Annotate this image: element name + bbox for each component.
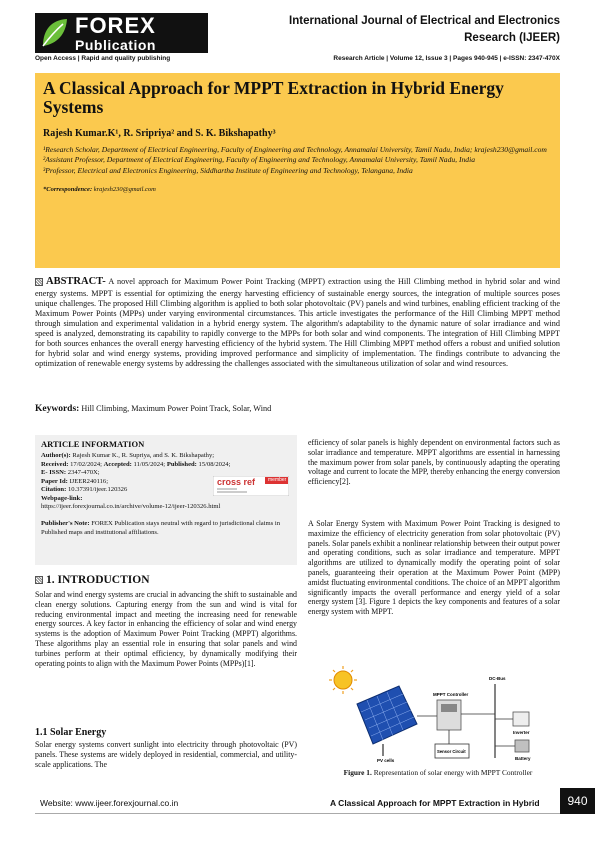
affiliations bbox=[43, 145, 552, 177]
right-paragraph-2: A Solar Energy System with Maximum Power Point Tracking is designed to maximize the efficiency of electricity generation from solar photovoltaic (PV) panels. Solar panels exhibit a nonlinear relationship between their output power and operating conditions, such as solar irradiance and temperature. MPPT algorithms are utilized to dynamically modify the operating point of solar panels, guaranteeing their operation at the Maximum Power Point (MPP) amidst fluctuating environmental conditions. The choice of an MPPT algorithm significantly impacts the overall performance and energy yield of a solar energy system [3]. Figure 1 depicts the key components and features of a solar energy system with MPPT. bbox=[308, 519, 560, 617]
leaf-icon bbox=[35, 13, 75, 53]
pubnote-label: Publisher's Note: bbox=[41, 519, 90, 527]
solar-energy-heading: 1.1 Solar Energy bbox=[35, 727, 107, 738]
received-value: 17/02/2024; bbox=[70, 460, 102, 468]
logo-line2: Publication bbox=[75, 36, 156, 53]
authors: Rajesh Kumar.K¹, R. Sripriya² and S. K. Bikshapathy³ bbox=[43, 127, 276, 139]
journal-name: International Journal of Electrical and Electronics Research (IJEER) bbox=[289, 15, 560, 44]
right-paragraph-1: efficiency of solar panels is highly dependent on environmental factors such as solar irradiance and temperature. MPPT algorithms are essential in harnessing the maximum power from solar panels, by continuously adapting the operating voltage and current to locate the MPP, thereby enhancing the energy conversion efficiency[2]. bbox=[308, 438, 560, 487]
crossref-badge[interactable] bbox=[213, 476, 289, 496]
publisher-logo bbox=[35, 13, 208, 53]
article-info-box bbox=[35, 435, 297, 565]
logo-line1: FOREX bbox=[75, 12, 156, 38]
correspondence bbox=[43, 186, 552, 193]
published-value: 15/08/2024; bbox=[198, 460, 231, 468]
figure-caption-text: Representation of solar energy with MPPT Controller bbox=[373, 768, 533, 777]
footer-website[interactable]: Website: www.ijeer.forexjournal.co.in bbox=[40, 798, 179, 808]
accepted-value: 11/05/2024; bbox=[133, 460, 166, 468]
author-value: Rajesh Kumar K., R. Supriya, and S. K. Bikshapathy; bbox=[72, 452, 215, 460]
crossref-text: cross ref bbox=[217, 477, 256, 487]
section-marker-icon bbox=[35, 576, 43, 584]
pv-panel-icon bbox=[357, 686, 417, 756]
figure-1 bbox=[325, 664, 547, 768]
sun-icon bbox=[329, 666, 357, 694]
sensor-label: Sensor Circuit bbox=[437, 749, 466, 754]
intro-paragraph-1: Solar and wind energy systems are crucial in advancing the shift to sustainable and clean energy solutions. Capturing energy from the sun and wind is vital for reducing environmental impact and meeting the increasing need for renewable energy sources. A key factor in enhancing the efficiency of solar and wind energy systems is the adoption of Maximum Power Point Tracking (MPPT) algorithms. These algorithms play an essential role in ensuring that solar panels and wind turbines perform at their optimal efficiency, by dynamically modifying their operating points to align with the Maximum Power Points (MPPs)[1]. bbox=[35, 590, 297, 668]
affiliation-1: ¹Research Scholar, Department of Electrical Engineering, Faculty of Engineering and Technology, Annamalai University, Tamil Nadu, India; krajesh230@gmail.com bbox=[43, 144, 547, 154]
page-footer bbox=[0, 788, 595, 818]
paperid-value: IJEER240116; bbox=[69, 477, 109, 485]
correspondence-email[interactable]: krajesh230@gmail.com bbox=[93, 186, 156, 194]
section-marker-icon bbox=[35, 278, 43, 286]
battery-label: Battery bbox=[515, 756, 531, 761]
pv-label: PV cells bbox=[377, 758, 395, 763]
title-block bbox=[35, 73, 560, 268]
keywords bbox=[35, 404, 271, 414]
footer-title: A Classical Approach for MPPT Extraction in Hybrid bbox=[330, 798, 540, 808]
journal-meta: Research Article | Volume 12, Issue 3 | Pages 940-945 | e-ISSN: 2347-470X bbox=[333, 55, 560, 62]
footer-divider bbox=[35, 813, 560, 814]
correspondence-label: *Correspondence: bbox=[43, 186, 93, 194]
abstract-heading: ABSTRACT- bbox=[46, 276, 106, 287]
keywords-text: Hill Climbing, Maximum Power Point Track, Solar, Wind bbox=[81, 404, 272, 413]
intro-heading bbox=[35, 574, 150, 586]
eissn-value: 2347-470X; bbox=[67, 469, 100, 477]
webpage-link[interactable]: https://ijeer.forexjournal.co.in/archive/volume-12/ijeer-120326.html bbox=[41, 503, 221, 511]
battery-icon bbox=[515, 740, 529, 752]
citation-value[interactable]: 10.37391/ijeer.120326 bbox=[67, 486, 128, 494]
publisher-note bbox=[41, 520, 291, 537]
abstract bbox=[35, 276, 560, 369]
mppt-controller-icon bbox=[437, 700, 461, 730]
inverter-icon bbox=[513, 712, 529, 726]
solar-mppt-diagram bbox=[325, 664, 547, 768]
dcbus-label: DC-Bus bbox=[489, 676, 506, 681]
figure-caption bbox=[308, 768, 568, 777]
article-info-heading: ARTICLE INFORMATION bbox=[41, 439, 145, 449]
affiliation-3: ³Professor, Electrical and Electronics Engineering, Siddhartha Institute of Engineering and Technology, Telangana, India bbox=[43, 166, 413, 176]
abstract-text: A novel approach for Maximum Power Point Tracking (MPPT) extraction using the Hill Climbing method in hybrid solar and wind energy systems. MPPT is essential for optimizing the energy harvesting efficiency of sustainable energy sources, the integration of multiple sources poses unique challenges. The proposed Hill Climbing algorithm is applied to both solar photovoltaic (PV) panels and wind turbines, enabling efficient tracking of the Maximum Power Points (MPPs) under varying environmental circumstances. This article investigates the performance of the Hill Climbing MPPT method through simulation and experimental validation in a hybrid energy system. The algorithm's adaptability to the dynamic nature of solar irradiance and wind speed is analyzed, demonstrating its capability to rapidly converge to the MPPs for both solar and wind components. The integration of Hill Climbing MPPT for both sources enhances the overall energy harvesting efficiency of the hybrid system. The Hill Climbing MPPT method offers a robust and unified solution for hybrid solar and wind energy systems, providing improved performance and simplicity of implementation. The findings contribute to advancing the optimization of renewable energy systems by addressing the challenges associated with the simultaneous utilization of solar and wind resources. bbox=[35, 277, 560, 368]
crossref-member: member bbox=[268, 477, 287, 483]
webpage-label: Webpage-link: bbox=[41, 494, 83, 502]
page-number: 940 bbox=[560, 788, 595, 814]
intro-heading-text: 1. INTRODUCTION bbox=[46, 574, 150, 586]
intro-paragraph-2: Solar energy systems convert sunlight into electricity through photovoltaic (PV) panels. These systems are widely deployed in residential, commercial, and utility-scale applications. The bbox=[35, 740, 297, 769]
affiliation-2: ²Assistant Professor, Department of Electrical Engineering, Faculty of Engineering and Technology, Annamalai University, Tamil Nadu, India bbox=[43, 155, 475, 165]
inverter-label: Inverter bbox=[513, 730, 530, 735]
mppt-label: MPPT Controller bbox=[433, 692, 469, 697]
published-label: Published: bbox=[166, 460, 197, 468]
accepted-label: Accepted: bbox=[103, 460, 132, 468]
keywords-heading: Keywords: bbox=[35, 404, 80, 414]
received-label: Received: bbox=[41, 460, 69, 468]
citation-label: Citation: bbox=[41, 486, 67, 494]
author-label: Author(s): bbox=[41, 452, 71, 460]
figure-caption-label: Figure 1. bbox=[343, 768, 372, 777]
tagline: Open Access | Rapid and quality publishing bbox=[35, 55, 171, 62]
paper-title: A Classical Approach for MPPT Extraction in Hybrid Energy Systems bbox=[43, 78, 504, 118]
pubnote-text: FOREX Publication stays neutral with regard to jurisdictional claims in Published maps and institutional affiliations. bbox=[41, 519, 281, 536]
eissn-label: E- ISSN: bbox=[41, 469, 67, 477]
paperid-label: Paper Id: bbox=[41, 477, 68, 485]
